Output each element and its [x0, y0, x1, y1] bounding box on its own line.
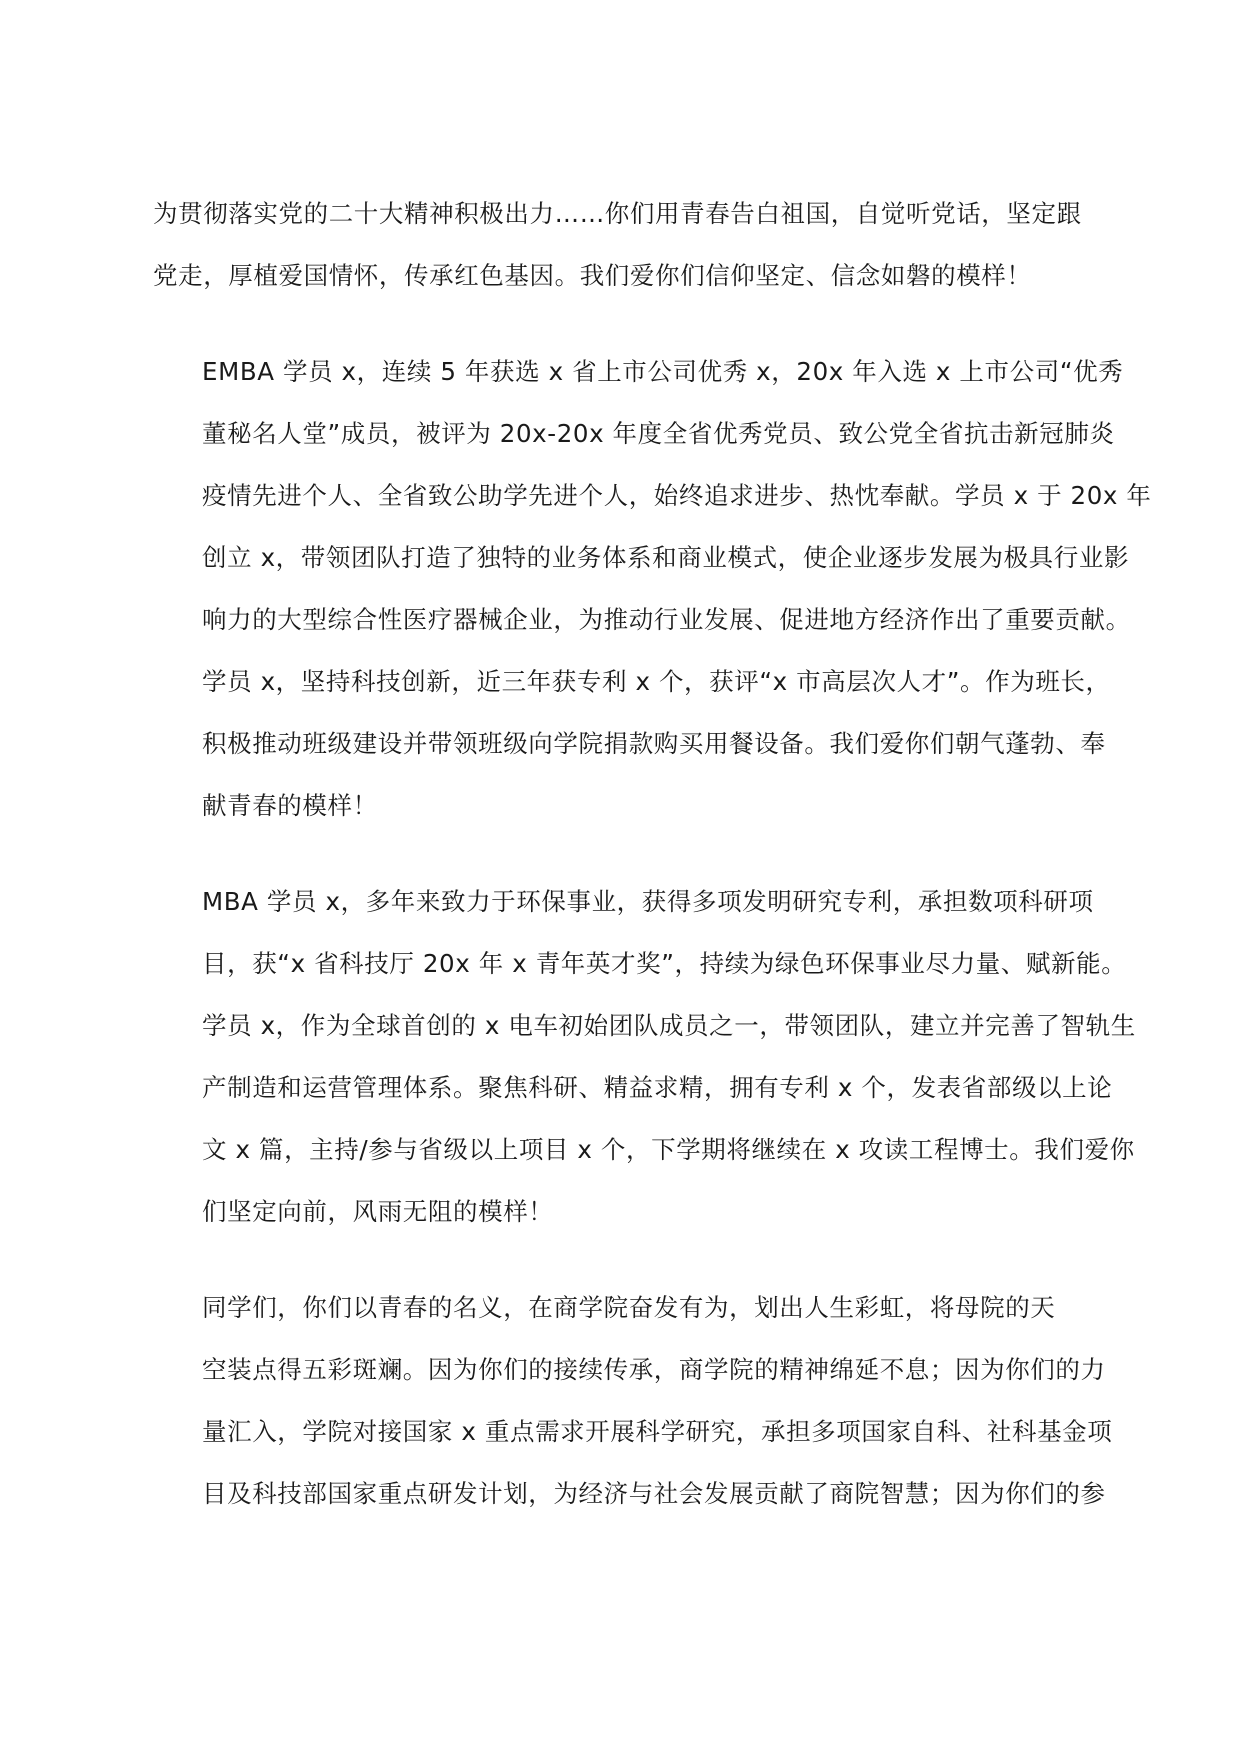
text-line: 党走，厚植爱国情怀，传承红色基因。我们爱你们信仰坚定、信念如磐的模样！ — [153, 261, 1032, 290]
text-line: 空装点得五彩斑斓。因为你们的接续传承，商学院的精神绵延不息；因为你们的力 — [202, 1355, 1106, 1384]
text-line: 量汇入，学院对接国家 x 重点需求开展科学研究，承担多项国家自科、社科基金项 — [202, 1417, 1113, 1446]
text-line: 同学们，你们以青春的名义，在商学院奋发有为，划出人生彩虹，将母院的天 — [202, 1293, 1056, 1322]
paragraph-intro — [153, 183, 1083, 307]
text-line: EMBA 学员 x，连续 5 年获选 x 省上市公司优秀 x，20x 年入选 x 上市公司“优秀 — [202, 357, 1124, 386]
paragraph-mba — [153, 871, 1136, 1243]
text-line: 响力的大型综合性医疗器械企业，为推动行业发展、促进地方经济作出了重要贡献。 — [202, 605, 1131, 634]
text-line: 董秘名人堂”成员，被评为 20x-20x 年度全省优秀党员、致公党全省抗击新冠肺炎 — [202, 419, 1115, 448]
text-line: 学员 x，作为全球首创的 x 电车初始团队成员之一，带领团队，建立并完善了智轨生 — [202, 1011, 1136, 1040]
text-line: MBA 学员 x，多年来致力于环保事业，获得多项发明研究专利，承担数项科研项 — [202, 887, 1094, 916]
text-line: 创立 x，带领团队打造了独特的业务体系和商业模式，使企业逐步发展为极具行业影 — [202, 543, 1130, 572]
text-line: 们坚定向前，风雨无阻的模样！ — [202, 1197, 554, 1226]
text-line: 产制造和运营管理体系。聚焦科研、精益求精，拥有专利 x 个，发表省部级以上论 — [202, 1073, 1113, 1102]
text-line: 为贯彻落实党的二十大精神积极出力……你们用青春告白祖国，自觉听党话，坚定跟 — [153, 199, 1082, 228]
text-line: 文 x 篇，主持/参与省级以上项目 x 个，下学期将继续在 x 攻读工程博士。我们爱你 — [202, 1135, 1135, 1164]
text-line: 献青春的模样！ — [202, 791, 378, 820]
text-line: 学员 x，坚持科技创新，近三年获专利 x 个，获评“x 市高层次人才”。作为班长， — [202, 667, 1111, 696]
paragraph-emba — [153, 341, 1152, 837]
text-line: 积极推动班级建设并带领班级向学院捐款购买用餐设备。我们爱你们朝气蓬勃、奉 — [202, 729, 1106, 758]
document-body — [153, 183, 1152, 1559]
text-line: 目，获“x 省科技厅 20x 年 x 青年英才奖”，持续为绿色环保事业尽力量、赋新能。 — [202, 949, 1127, 978]
paragraph-closing — [153, 1277, 1113, 1525]
text-line: 目及科技部国家重点研发计划，为经济与社会发展贡献了商院智慧；因为你们的参 — [202, 1479, 1106, 1508]
text-line: 疫情先进个人、全省致公助学先进个人，始终追求进步、热忱奉献。学员 x 于 20x 年 — [202, 481, 1152, 510]
